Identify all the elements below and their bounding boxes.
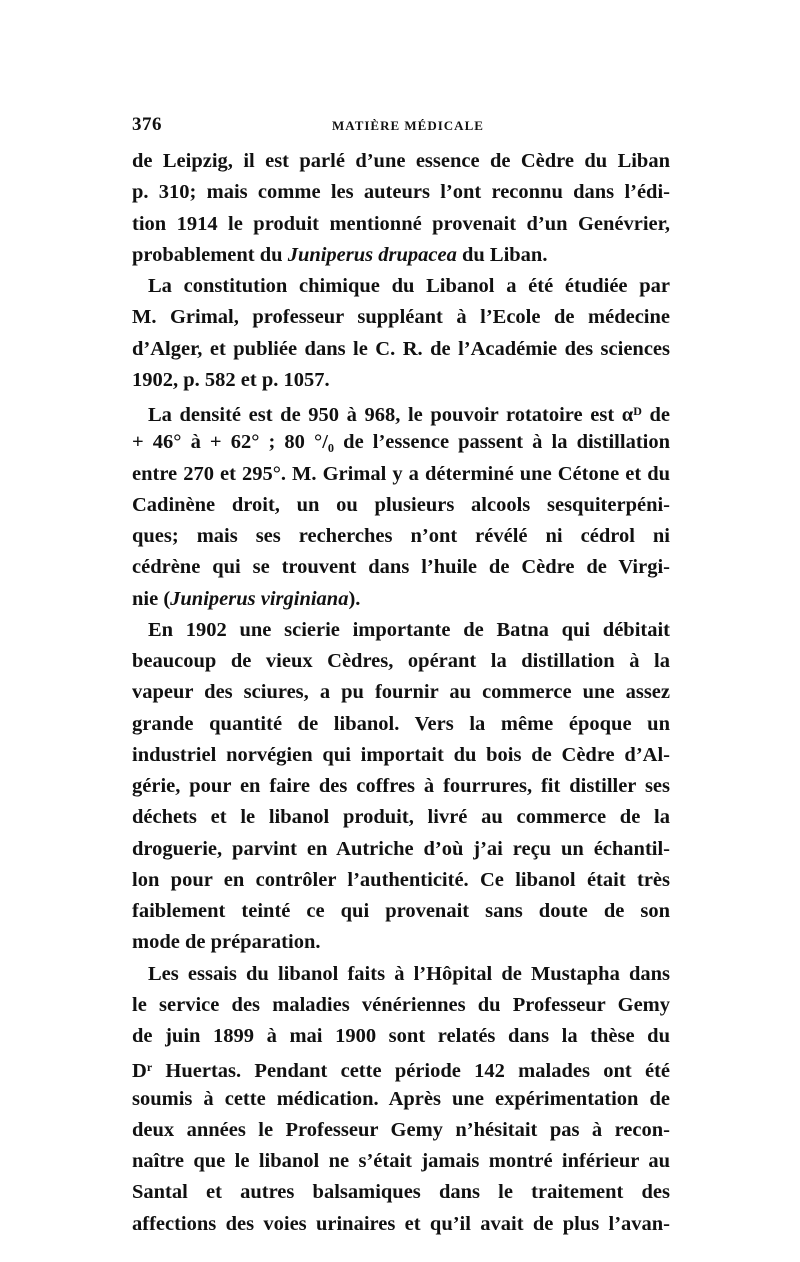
text-segment: Cadinène droit, un ou plusieurs alcools sesquiterpéni- (132, 493, 670, 516)
text-segment: Huertas. Pendant cette période 142 malades ont été (152, 1060, 670, 1083)
text-line (132, 584, 670, 615)
text-line (132, 146, 670, 177)
text-line (132, 740, 670, 771)
text-line (132, 677, 670, 708)
text-segment: En 1902 une scierie importante de Batna qui débitait (148, 618, 670, 641)
text-line (132, 802, 670, 833)
text-segment: cédrène qui se trouvent dans l’huile de Cèdre de Virgi- (132, 556, 670, 579)
text-segment: ). (348, 587, 361, 610)
text-line (132, 927, 670, 958)
text-line (132, 271, 670, 302)
text-segment: ques; mais ses recherches n’ont révélé ni cédrol ni (132, 525, 670, 547)
text-line (132, 302, 670, 333)
superscript-text: r (146, 1060, 153, 1075)
text-segment: gérie, pour en faire des coffres à fourrures, fit distiller ses (132, 775, 670, 797)
text-line (132, 990, 670, 1021)
text-line (132, 521, 670, 552)
text-line (132, 240, 670, 271)
text-segment: La constitution chimique du Libanol a été étudiée par (148, 275, 670, 297)
text-segment: 1902, p. 582 et p. 1057. (132, 368, 330, 391)
text-segment: droguerie, parvint en Autriche d’où j’ai reçu un échantil- (132, 837, 670, 860)
text-line (132, 615, 670, 646)
text-segment: grande quantité de libanol. Vers la même époque un (132, 712, 670, 735)
text-segment: p. 310; mais comme les auteurs l’ont reconnu dans l’édi- (132, 181, 670, 204)
text-segment: entre 270 et 295°. M. Grimal y a déterminé une Cétone et du (132, 462, 670, 485)
text-segment: faiblement teinté ce qui provenait sans doute de son (132, 900, 670, 922)
text-line (132, 552, 670, 583)
text-line (132, 709, 670, 740)
italic-text: Juniperus virginiana (170, 587, 349, 610)
text-segment: D (132, 1060, 147, 1083)
body-text (132, 146, 670, 1240)
text-line (132, 1177, 670, 1208)
text-segment: déchets et le libanol produit, livré au commerce de la (132, 806, 670, 829)
text-line (132, 834, 670, 865)
page-number: 376 (132, 114, 162, 135)
text-segment: d’Alger, et publiée dans le C. R. de l’Académie des sciences (132, 337, 670, 360)
text-line (132, 1021, 670, 1052)
text-line (132, 1052, 670, 1083)
text-line (132, 427, 670, 458)
text-segment: naître que le libanol ne s’était jamais montré inférieur au (132, 1150, 670, 1172)
text-line (132, 396, 670, 427)
text-segment: le service des maladies vénériennes du Professeur Gemy (132, 993, 670, 1016)
text-segment: de Leipzig, il est parlé d’une essence de Cèdre du Liban (132, 150, 670, 172)
italic-text: Juniperus drupacea (287, 243, 457, 266)
text-line (132, 459, 670, 490)
text-segment: Les essais du libanol faits à l’Hôpital de Mustapha dans (148, 962, 670, 985)
superscript-text: D (633, 404, 642, 418)
text-segment: nie ( (132, 587, 171, 610)
text-line (132, 365, 670, 396)
text-segment: deux années le Professeur Gemy n’hésitait pas à recon- (132, 1118, 670, 1141)
running-title: MATIÈRE MÉDICALE (332, 118, 484, 133)
text-segment: affections des voies urinaires et qu’il avait de plus l’avan- (132, 1212, 670, 1235)
text-segment: M. Grimal, professeur suppléant à l’Ecole de médecine (132, 306, 670, 329)
text-segment: de juin 1899 à mai 1900 sont relatés dans la thèse du (132, 1025, 670, 1047)
text-segment: mode de préparation. (132, 931, 321, 954)
text-segment: tion 1914 le produit mentionné provenait d’un Genévrier, (132, 212, 670, 235)
text-line (132, 896, 670, 927)
text-line (132, 865, 670, 896)
text-line (132, 177, 670, 208)
running-head (132, 114, 670, 138)
text-segment: lon pour en contrôler l’authenticité. Ce libanol était très (132, 868, 670, 891)
text-segment: probablement du (132, 243, 288, 266)
text-segment: de (641, 404, 671, 426)
text-segment: soumis à cette médication. Après une expérimentation de (132, 1087, 670, 1110)
text-segment: vapeur des sciures, a pu fournir au commerce une assez (132, 681, 670, 704)
text-line (132, 1146, 670, 1177)
text-segment: industriel norvégien qui importait du bois de Cèdre d’Al- (132, 743, 670, 766)
text-segment: + 46° à + 62° ; 80 °/₀ de l’essence passent à la distillation (132, 431, 670, 454)
text-line (132, 646, 670, 677)
text-line (132, 490, 670, 521)
text-line (132, 334, 670, 365)
text-line (132, 771, 670, 802)
text-line (132, 959, 670, 990)
text-line (132, 1084, 670, 1115)
text-line (132, 1209, 670, 1240)
text-segment: beaucoup de vieux Cèdres, opérant la distillation à la (132, 650, 670, 672)
text-line (132, 209, 670, 240)
text-segment: Santal et autres balsamiques dans le traitement des (132, 1181, 670, 1204)
text-segment: La densité est de 950 à 968, le pouvoir rotatoire est α (148, 404, 634, 426)
text-segment: du Liban. (456, 243, 548, 266)
text-line (132, 1115, 670, 1146)
